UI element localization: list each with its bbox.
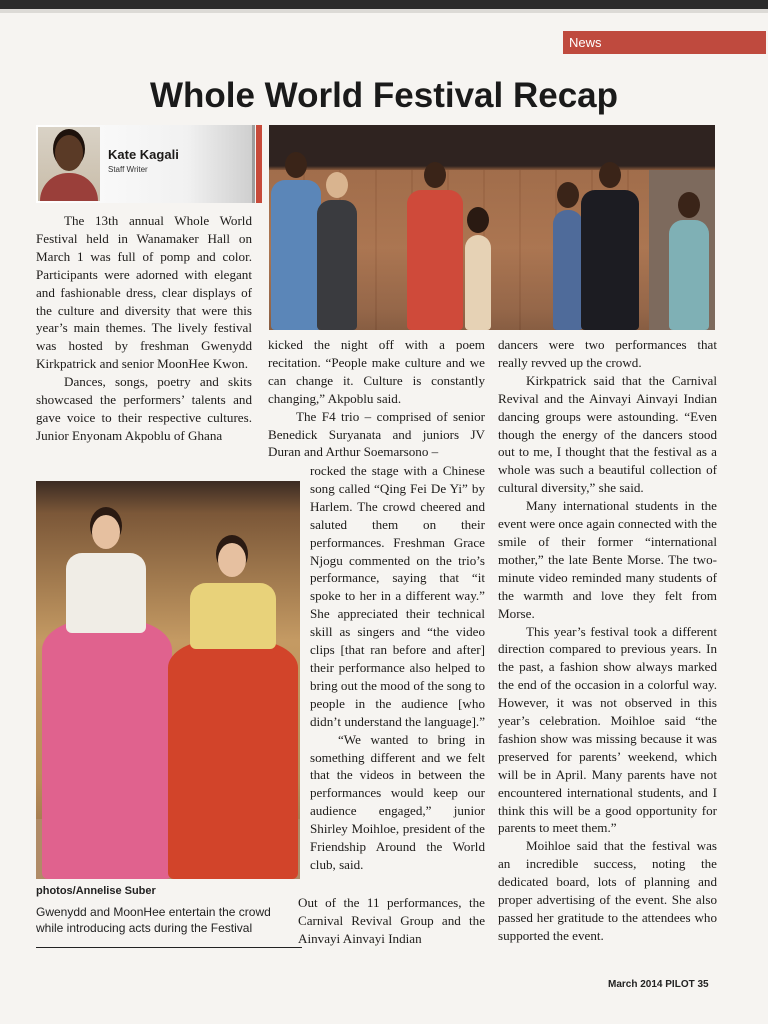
scan-top-edge (0, 0, 768, 9)
photo-credit: photos/Annelise Suber (36, 885, 156, 897)
host-figure-pink (42, 501, 172, 879)
author-photo-shoulders (40, 173, 98, 201)
paragraph: Out of the 11 performances, the Carnival Revival Group and the Ainvayi Ainvayi Indian (298, 895, 485, 946)
article-column-2-bottom (298, 894, 485, 948)
caption-rule (36, 947, 302, 948)
dancer-figure (581, 190, 639, 330)
photo-caption: Gwenydd and MoonHee entertain the crowd while introducing acts during the Festival (36, 905, 271, 935)
scan-top-shadow (0, 9, 768, 13)
author-name: Kate Kagali (108, 147, 179, 162)
paragraph: kicked the night off with a poem recitation. “People make culture and we can change it. Culture is constantly changing,” Akpoblu said. (268, 337, 485, 406)
dancer-figure (553, 210, 583, 330)
host-figure-orange (168, 533, 298, 879)
dancer-figure (317, 200, 357, 330)
headline: Whole World Festival Recap (149, 76, 619, 115)
section-tag: News (563, 31, 766, 54)
paragraph: This year’s festival took a different direction compared to previous years. In the past, a fashion show always marked the end of the occasion in a colorful way. However, it was not observed in this year’s celebration. Moihloe said “the fashion show was missing because it was preserved for parents’ weekend, which will be in April. Many parents have not encountered international students, and I think this will be a good opportunity for parents to meet them.” (498, 623, 717, 836)
paragraph: Dances, songs, poetry and skits showcased the performers’ talents and gave voice to their respective cultures. Junior Enyonam Akpoblu of Ghana (36, 374, 252, 443)
hosts-photo (36, 481, 300, 879)
byline-box (36, 125, 255, 203)
dancer-figure (669, 220, 709, 330)
author-role: Staff Writer (108, 165, 148, 174)
paragraph: “We wanted to bring in something different and we felt that the videos in between the performances would keep our audience engaged,” junior Shirley Moihloe, president of the Friendship Around the World club, said. (310, 731, 485, 872)
paragraph: dancers were two performances that really revved up the crowd. (498, 337, 717, 370)
dancers-photo (269, 125, 715, 330)
dancer-figure (465, 235, 491, 330)
paragraph: rocked the stage with a Chinese song called “Qing Fei De Yi” by Harlem. The crowd cheered and saluted them on their performances. Freshman Grace Njogu commented on the trio’s performance, saying that “it spoke to her in a different way.” She appreciated their technical skill as singers and “the video clips [that ran before and after] their performance also helped to bring out the mood of the song to people in the audience [who didn’t understand the language].” (310, 463, 486, 729)
article-column-1 (36, 212, 252, 445)
page-folio: March 2014 PILOT 35 (608, 979, 709, 990)
dancer-figure (407, 190, 463, 330)
author-photo (38, 127, 100, 201)
paragraph: The F4 trio – comprised of senior Benedick Suryanata and juniors JV Duran and Arthur Soemarsono – (268, 408, 485, 460)
author-photo-head (55, 135, 83, 171)
paragraph: Moihloe said that the festival was an incredible success, noting the dedicated board, lots of planning and proper advertising of the event. She also passed her gratitude to the attendees who supported the event. (498, 838, 717, 943)
article-column-3 (498, 336, 717, 945)
dancer-figure (271, 180, 321, 330)
article-column-2-top (268, 336, 485, 461)
paragraph: Many international students in the event were once again connected with the smile of their former “international mother,” the late Bente Morse. The two-minute video reminded many students of the warmth and love they felt from Morse. (498, 498, 717, 621)
paragraph: The 13th annual Whole World Festival held in Wanamaker Hall on March 1 was full of pomp and color. Participants were adorned with elegant and fashionable dress, clear displays of the culture and diversity that were this year’s main themes. The lively festival was hosted by freshman Gwenydd Kirkpatrick and senior MoonHee Kwon. (36, 213, 252, 372)
paragraph: Kirkpatrick said that the Carnival Revival and the Ainvayi Ainvayi Indian dancing groups were astounding. “Even though the energy of the dancers stood out to me, I thought that the festival as a whole was such a beautiful collection of cultural diversity,” she said. (498, 372, 717, 496)
article-column-2-middle (310, 462, 485, 874)
